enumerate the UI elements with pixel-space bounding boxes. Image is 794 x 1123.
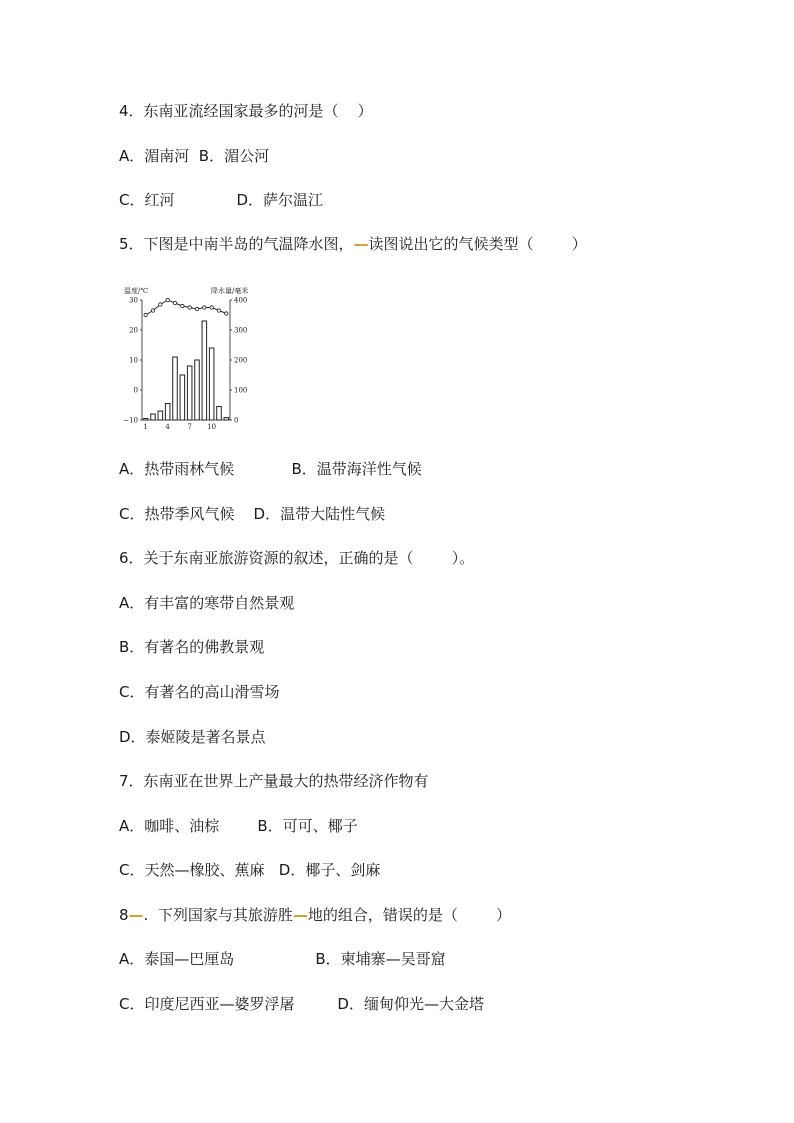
q7-options-cd: C．天然—橡胶、蕉麻 D．椰子、剑麻	[119, 861, 381, 879]
temperature-point	[225, 312, 228, 315]
left-tick-label: 30	[129, 296, 138, 305]
right-tick-label: 0	[234, 416, 239, 425]
q8-stem-mark-1: —	[128, 906, 144, 924]
q5-stem-pre: 5．下图是中南半岛的气温降水图，	[119, 235, 354, 253]
right-tick-label: 200	[234, 356, 248, 365]
chart-right-label: 降水量/毫米	[211, 287, 249, 295]
temperature-point	[188, 306, 191, 309]
q8-stem-mark-2: —	[292, 906, 308, 924]
q7-options-ab: A．咖啡、油棕 B．可可、椰子	[119, 817, 358, 835]
temperature-point	[166, 298, 169, 301]
precipitation-bar	[158, 411, 163, 420]
q6-stem: 6．关于东南亚旅游资源的叙述，正确的是（ ）。	[119, 549, 475, 567]
q5-stem-post: 读图说出它的气候类型（ ）	[368, 235, 587, 253]
q5-stem-mark: —	[353, 235, 369, 253]
q5-options-cd: C．热带季风气候 D．温带大陆性气候	[119, 505, 386, 523]
x-tick-label: 10	[207, 423, 217, 431]
q8-stem-mid: . 下列国家与其旅游胜	[143, 906, 293, 924]
left-tick-label: 20	[129, 326, 138, 335]
precipitation-bar	[180, 375, 185, 420]
x-tick-label: 4	[165, 423, 170, 431]
right-tick-label: 400	[234, 296, 248, 305]
x-tick-label: 1	[143, 423, 148, 431]
q8-stem-post: 地的组合，错误的是（ ）	[307, 906, 512, 924]
q8-options-cd: C．印度尼西亚—婆罗浮屠 D．缅甸仰光—大金塔	[119, 995, 484, 1013]
precipitation-bar	[217, 407, 222, 421]
temperature-point	[181, 304, 184, 307]
q5-options-ab: A．热带雨林气候 B．温带海洋性气候	[119, 460, 422, 478]
precipitation-bar	[209, 348, 214, 420]
climate-chart	[116, 280, 266, 436]
temperature-point	[203, 306, 206, 309]
q8-stem	[119, 905, 511, 925]
q4-options-ab: A．湄南河 B．湄公河	[119, 147, 270, 165]
precipitation-bar	[202, 321, 207, 420]
x-tick-label: 7	[187, 423, 192, 431]
precipitation-bar	[224, 418, 229, 420]
q6-option-d: D．泰姬陵是著名景点	[119, 728, 266, 746]
chart-left-label: 温度/℃	[124, 287, 149, 295]
temperature-point	[210, 306, 213, 309]
q4-stem: 4．东南亚流经国家最多的河是（ ）	[119, 102, 373, 120]
q7-stem: 7．东南亚在世界上产量最大的热带经济作物有	[119, 772, 429, 790]
temperature-point	[173, 301, 176, 304]
temperature-point	[144, 313, 147, 316]
q6-option-a: A．有丰富的寒带自然景观	[119, 594, 295, 612]
precipitation-bar	[143, 419, 148, 421]
precipitation-bar	[195, 360, 200, 420]
precipitation-bar	[165, 404, 170, 421]
q6-option-c: C．有著名的高山滑雪场	[119, 683, 280, 701]
left-tick-label: −10	[123, 416, 138, 425]
q8-options-ab: A．泰国—巴厘岛 B．柬埔寨—吴哥窟	[119, 950, 446, 968]
right-tick-label: 300	[234, 326, 248, 335]
temperature-point	[217, 309, 220, 312]
precipitation-bar	[187, 366, 192, 420]
q6-option-b: B．有著名的佛教景观	[119, 638, 265, 656]
q8-stem-pre: 8	[119, 906, 129, 924]
temperature-point	[151, 309, 154, 312]
right-tick-label: 100	[234, 386, 248, 395]
precipitation-bar	[173, 357, 178, 420]
left-tick-label: 10	[129, 356, 138, 365]
temperature-line	[146, 300, 227, 315]
precipitation-bar	[151, 414, 156, 420]
left-tick-label: 0	[133, 386, 138, 395]
temperature-point	[195, 307, 198, 310]
q4-options-cd: C．红河 D．萨尔温江	[119, 191, 324, 209]
temperature-point	[159, 303, 162, 306]
q5-stem	[119, 234, 587, 254]
